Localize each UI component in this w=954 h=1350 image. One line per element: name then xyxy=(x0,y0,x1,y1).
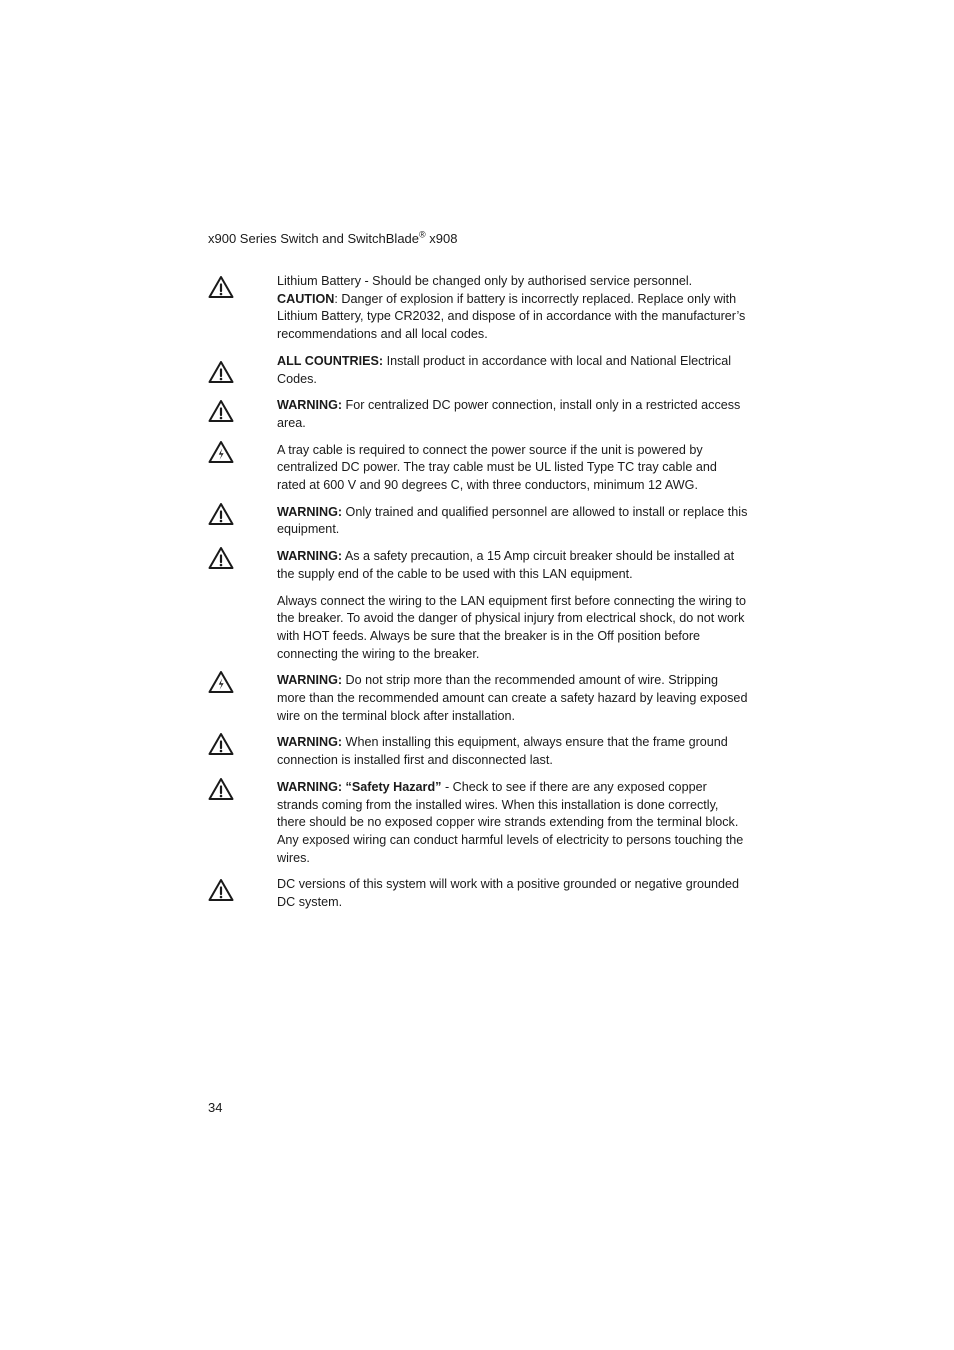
safety-notice xyxy=(208,504,748,539)
notice-label: ALL COUNTRIES: xyxy=(277,353,384,368)
notice-text xyxy=(277,291,748,344)
notice-text xyxy=(277,876,748,911)
notice-text xyxy=(277,442,748,495)
notice-text xyxy=(277,273,748,291)
notice-body: Install product in accordance with local and National Electrical Codes. xyxy=(277,353,732,386)
notice-body: For centralized DC power connection, install only in a restricted access area. xyxy=(277,398,741,430)
safety-notice xyxy=(208,876,748,911)
running-header xyxy=(208,230,457,248)
notice-label: CAUTION xyxy=(277,291,335,306)
notice-body: When installing this equipment, always ensure that the frame ground connection is installed first and disconnected last. xyxy=(277,735,728,768)
safety-notice xyxy=(208,779,748,868)
notice-body: Do not strip more than the recommended amount of wire. Stripping more than the recommended amount can create a safety hazard by leaving exposed wire on the terminal block after installation. xyxy=(277,673,748,723)
safety-notice xyxy=(208,672,748,725)
notice-text xyxy=(277,593,748,664)
notice-label: WARNING: xyxy=(277,398,343,413)
warning-icon xyxy=(208,878,234,902)
notice-text xyxy=(277,672,748,725)
notice-body: - Check to see if there are any exposed copper strands coming from the installed wires. When this installation is done correctly, there should be no exposed copper wire strands extending from the terminal block. Any exposed wiring can conduct harmful levels of electricity to persons touching the wires. xyxy=(277,779,744,865)
safety-notice xyxy=(208,273,748,344)
running-title: x900 Series Switch and SwitchBlade xyxy=(208,231,420,246)
notice-text xyxy=(277,353,748,388)
warning-icon xyxy=(208,546,234,570)
safety-notices xyxy=(208,273,748,921)
notice-body: As a safety precaution, a 15 Amp circuit breaker should be installed at the supply end of the cable to be used with this LAN equipment. xyxy=(277,549,735,581)
notice-body: Lithium Battery - Should be changed only by authorised service personnel. xyxy=(277,274,693,288)
running-model: x908 xyxy=(425,231,458,246)
safety-notice xyxy=(208,593,748,664)
notice-label: WARNING: xyxy=(277,504,343,519)
notice-body: Only trained and qualified personnel are allowed to install or replace this equipment. xyxy=(277,504,748,537)
warning-icon xyxy=(208,399,234,423)
notice-body: : Danger of explosion if battery is incorrectly replaced. Replace only with Lithium Battery, type CR2032, and dispose of in accordance with the manufacturer’s recommendations and all local codes. xyxy=(277,291,746,342)
electrical-hazard-icon xyxy=(208,670,234,694)
notice-text xyxy=(277,734,748,769)
warning-icon xyxy=(208,777,234,801)
notice-label: WARNING: xyxy=(277,549,343,564)
notice-text xyxy=(277,779,748,868)
notice-body: DC versions of this system will work with a positive grounded or negative grounded DC system. xyxy=(277,877,739,910)
safety-notice xyxy=(208,734,748,769)
page-number: 34 xyxy=(208,1100,223,1115)
safety-notice xyxy=(208,548,748,583)
notice-body: A tray cable is required to connect the power source if the unit is powered by centralized DC power. The tray cable must be UL listed Type TC tray cable and rated at 600 V and 90 degrees C, with three conductors, minimum 12 AWG. xyxy=(277,442,717,493)
notice-label: WARNING: xyxy=(277,673,343,688)
safety-notice xyxy=(208,397,748,432)
electrical-hazard-icon xyxy=(208,440,234,464)
warning-icon xyxy=(208,502,234,526)
warning-icon xyxy=(208,275,234,299)
warning-icon xyxy=(208,360,234,384)
trademark-symbol: ® xyxy=(419,229,426,240)
safety-notice xyxy=(208,442,748,495)
notice-label: WARNING: xyxy=(277,735,343,750)
warning-icon xyxy=(208,732,234,756)
notice-text xyxy=(277,504,748,539)
notice-body: Always connect the wiring to the LAN equipment first before connecting the wiring to the breaker. To avoid the danger of physical injury from electrical shock, do not work with HOT feeds. Always be sure that the breaker is in the Off position before connecting the wiring to the breaker. xyxy=(277,593,747,661)
safety-notice xyxy=(208,353,748,388)
notice-label: WARNING: “Safety Hazard” xyxy=(277,779,442,794)
notice-text xyxy=(277,397,748,432)
notice-text xyxy=(277,548,748,583)
